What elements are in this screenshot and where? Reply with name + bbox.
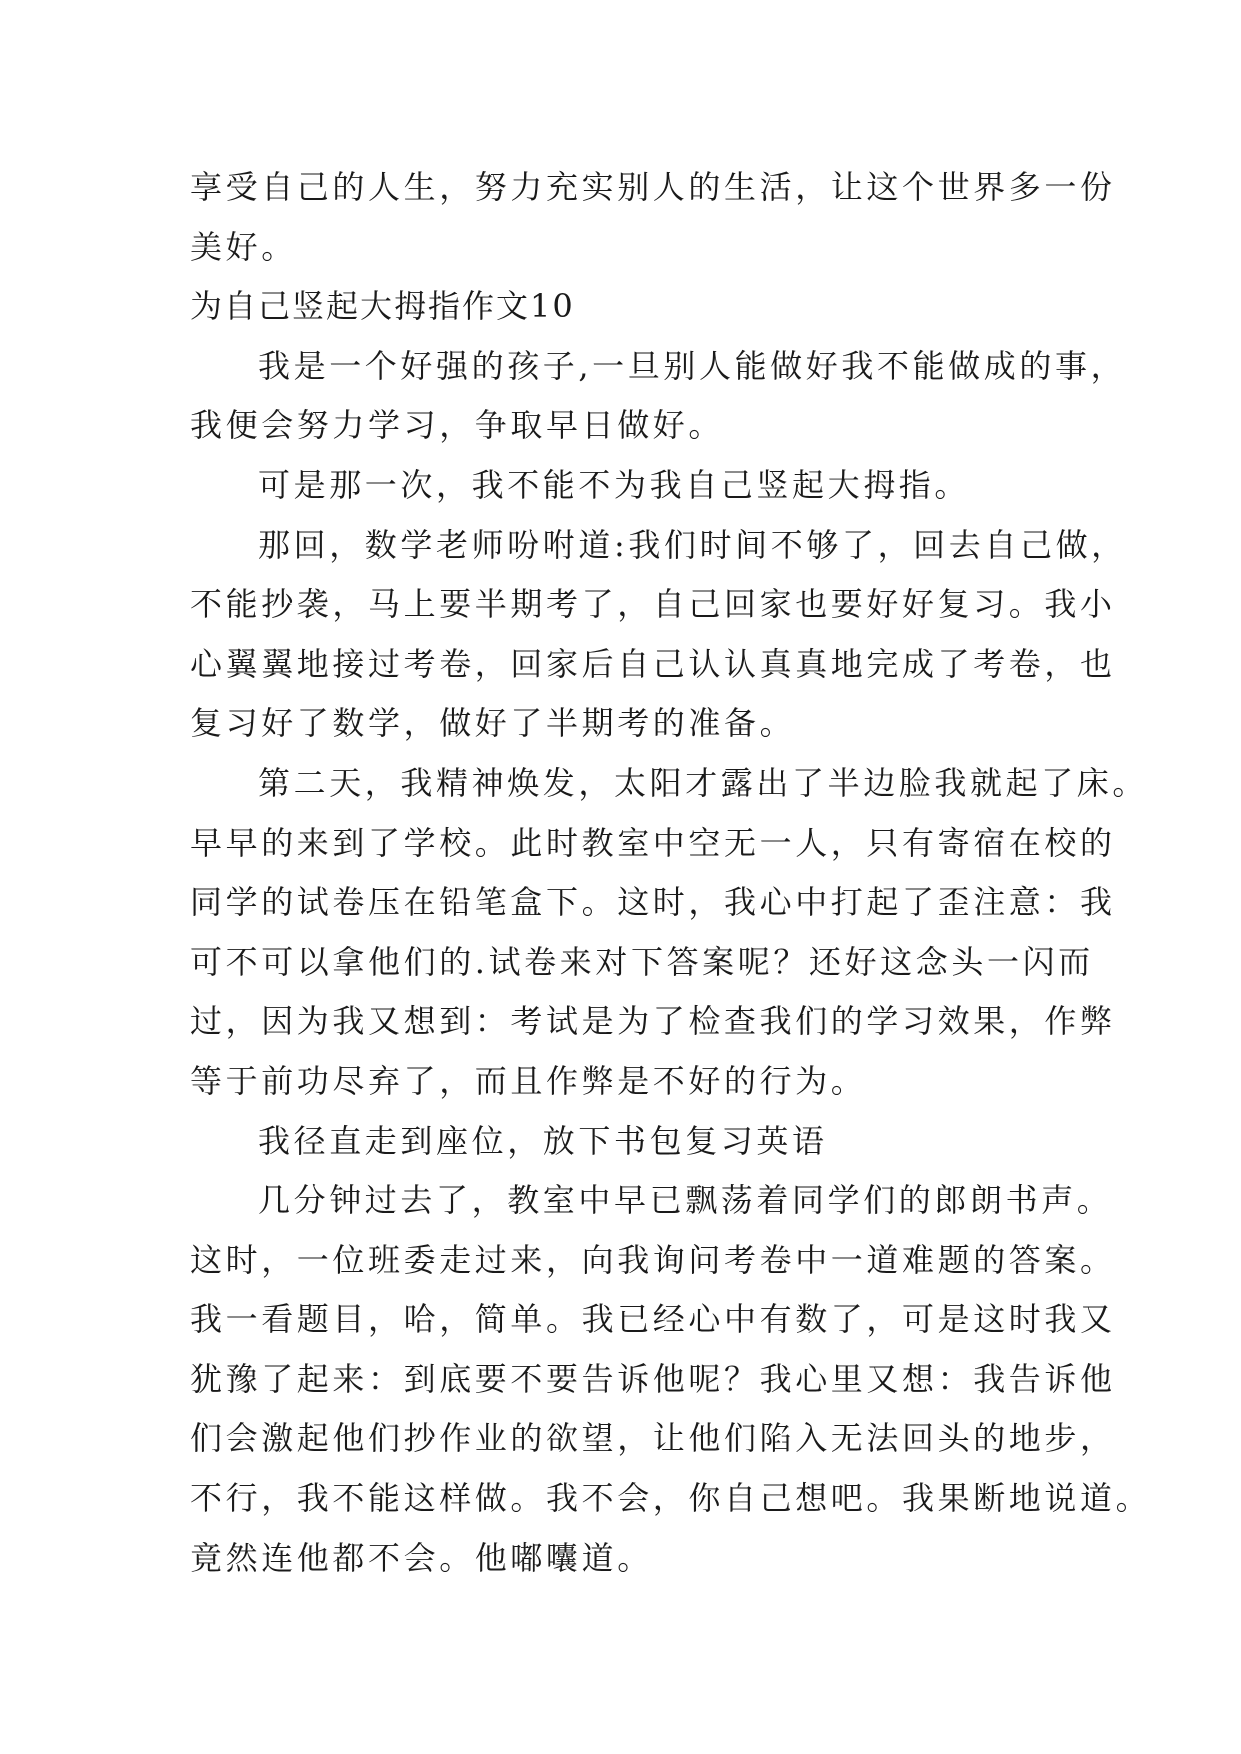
text-line: 竟然连他都不会。他嘟囔道。: [190, 1538, 653, 1577]
text-line: 心翼翼地接过考卷，回家后自己认认真真地完成了考卷，也: [190, 644, 1116, 683]
text-line: 我一看题目，哈，简单。我已经心中有数了，可是这时我又: [190, 1300, 1116, 1339]
paragraph-start-line: 第二天，我精神焕发，太阳才露出了半边脸我就起了床。: [258, 763, 1149, 802]
text-line: 等于前功尽弃了，而且作弊是不好的行为。: [190, 1061, 867, 1100]
text-line: 这时，一位班委走过来，向我询问考卷中一道难题的答案。: [190, 1240, 1116, 1279]
text-line: 早早的来到了学校。此时教室中空无一人，只有寄宿在校的: [190, 823, 1116, 862]
section-heading: 为自己竖起大拇指作文10: [190, 287, 575, 326]
paragraph-start-line: 那回，数学老师吩咐道:我们时间不够了，回去自己做，: [258, 525, 1127, 564]
text-line: 犹豫了起来：到底要不要告诉他呢？我心里又想：我告诉他: [190, 1359, 1116, 1398]
paragraph-start-line: 可是那一次，我不能不为我自己竖起大拇指。: [258, 465, 971, 504]
text-line: 我便会努力学习，争取早日做好。: [190, 406, 725, 445]
paragraph-start-line: 我径直走到座位，放下书包复习英语: [258, 1121, 828, 1160]
text-line: 不行，我不能这样做。我不会，你自己想吧。我果断地说道。: [190, 1479, 1152, 1518]
paragraph-start-line: 几分钟过去了，教室中早已飘荡着同学们的郎朗书声。: [258, 1181, 1113, 1220]
text-line: 同学的试卷压在铅笔盒下。这时，我心中打起了歪注意：我: [190, 883, 1116, 922]
text-line: 美好。: [190, 227, 297, 266]
paragraph-start-line: 我是一个好强的孩子,一旦别人能做好我不能做成的事，: [258, 346, 1127, 385]
text-line: 享受自己的人生，努力充实别人的生活，让这个世界多一份: [190, 168, 1116, 206]
text-line: 们会激起他们抄作业的欲望，让他们陷入无法回头的地步，: [190, 1419, 1116, 1458]
text-line: 不能抄袭，马上要半期考了，自己回家也要好好复习。我小: [190, 585, 1116, 624]
text-line: 可不可以拿他们的.试卷来对下答案呢？还好这念头一闪而: [190, 942, 1094, 981]
document-body: [190, 158, 1152, 1588]
text-line: 过，因为我又想到：考试是为了检查我们的学习效果，作弊: [190, 1002, 1116, 1041]
text-line: 复习好了数学，做好了半期考的准备。: [190, 704, 796, 743]
